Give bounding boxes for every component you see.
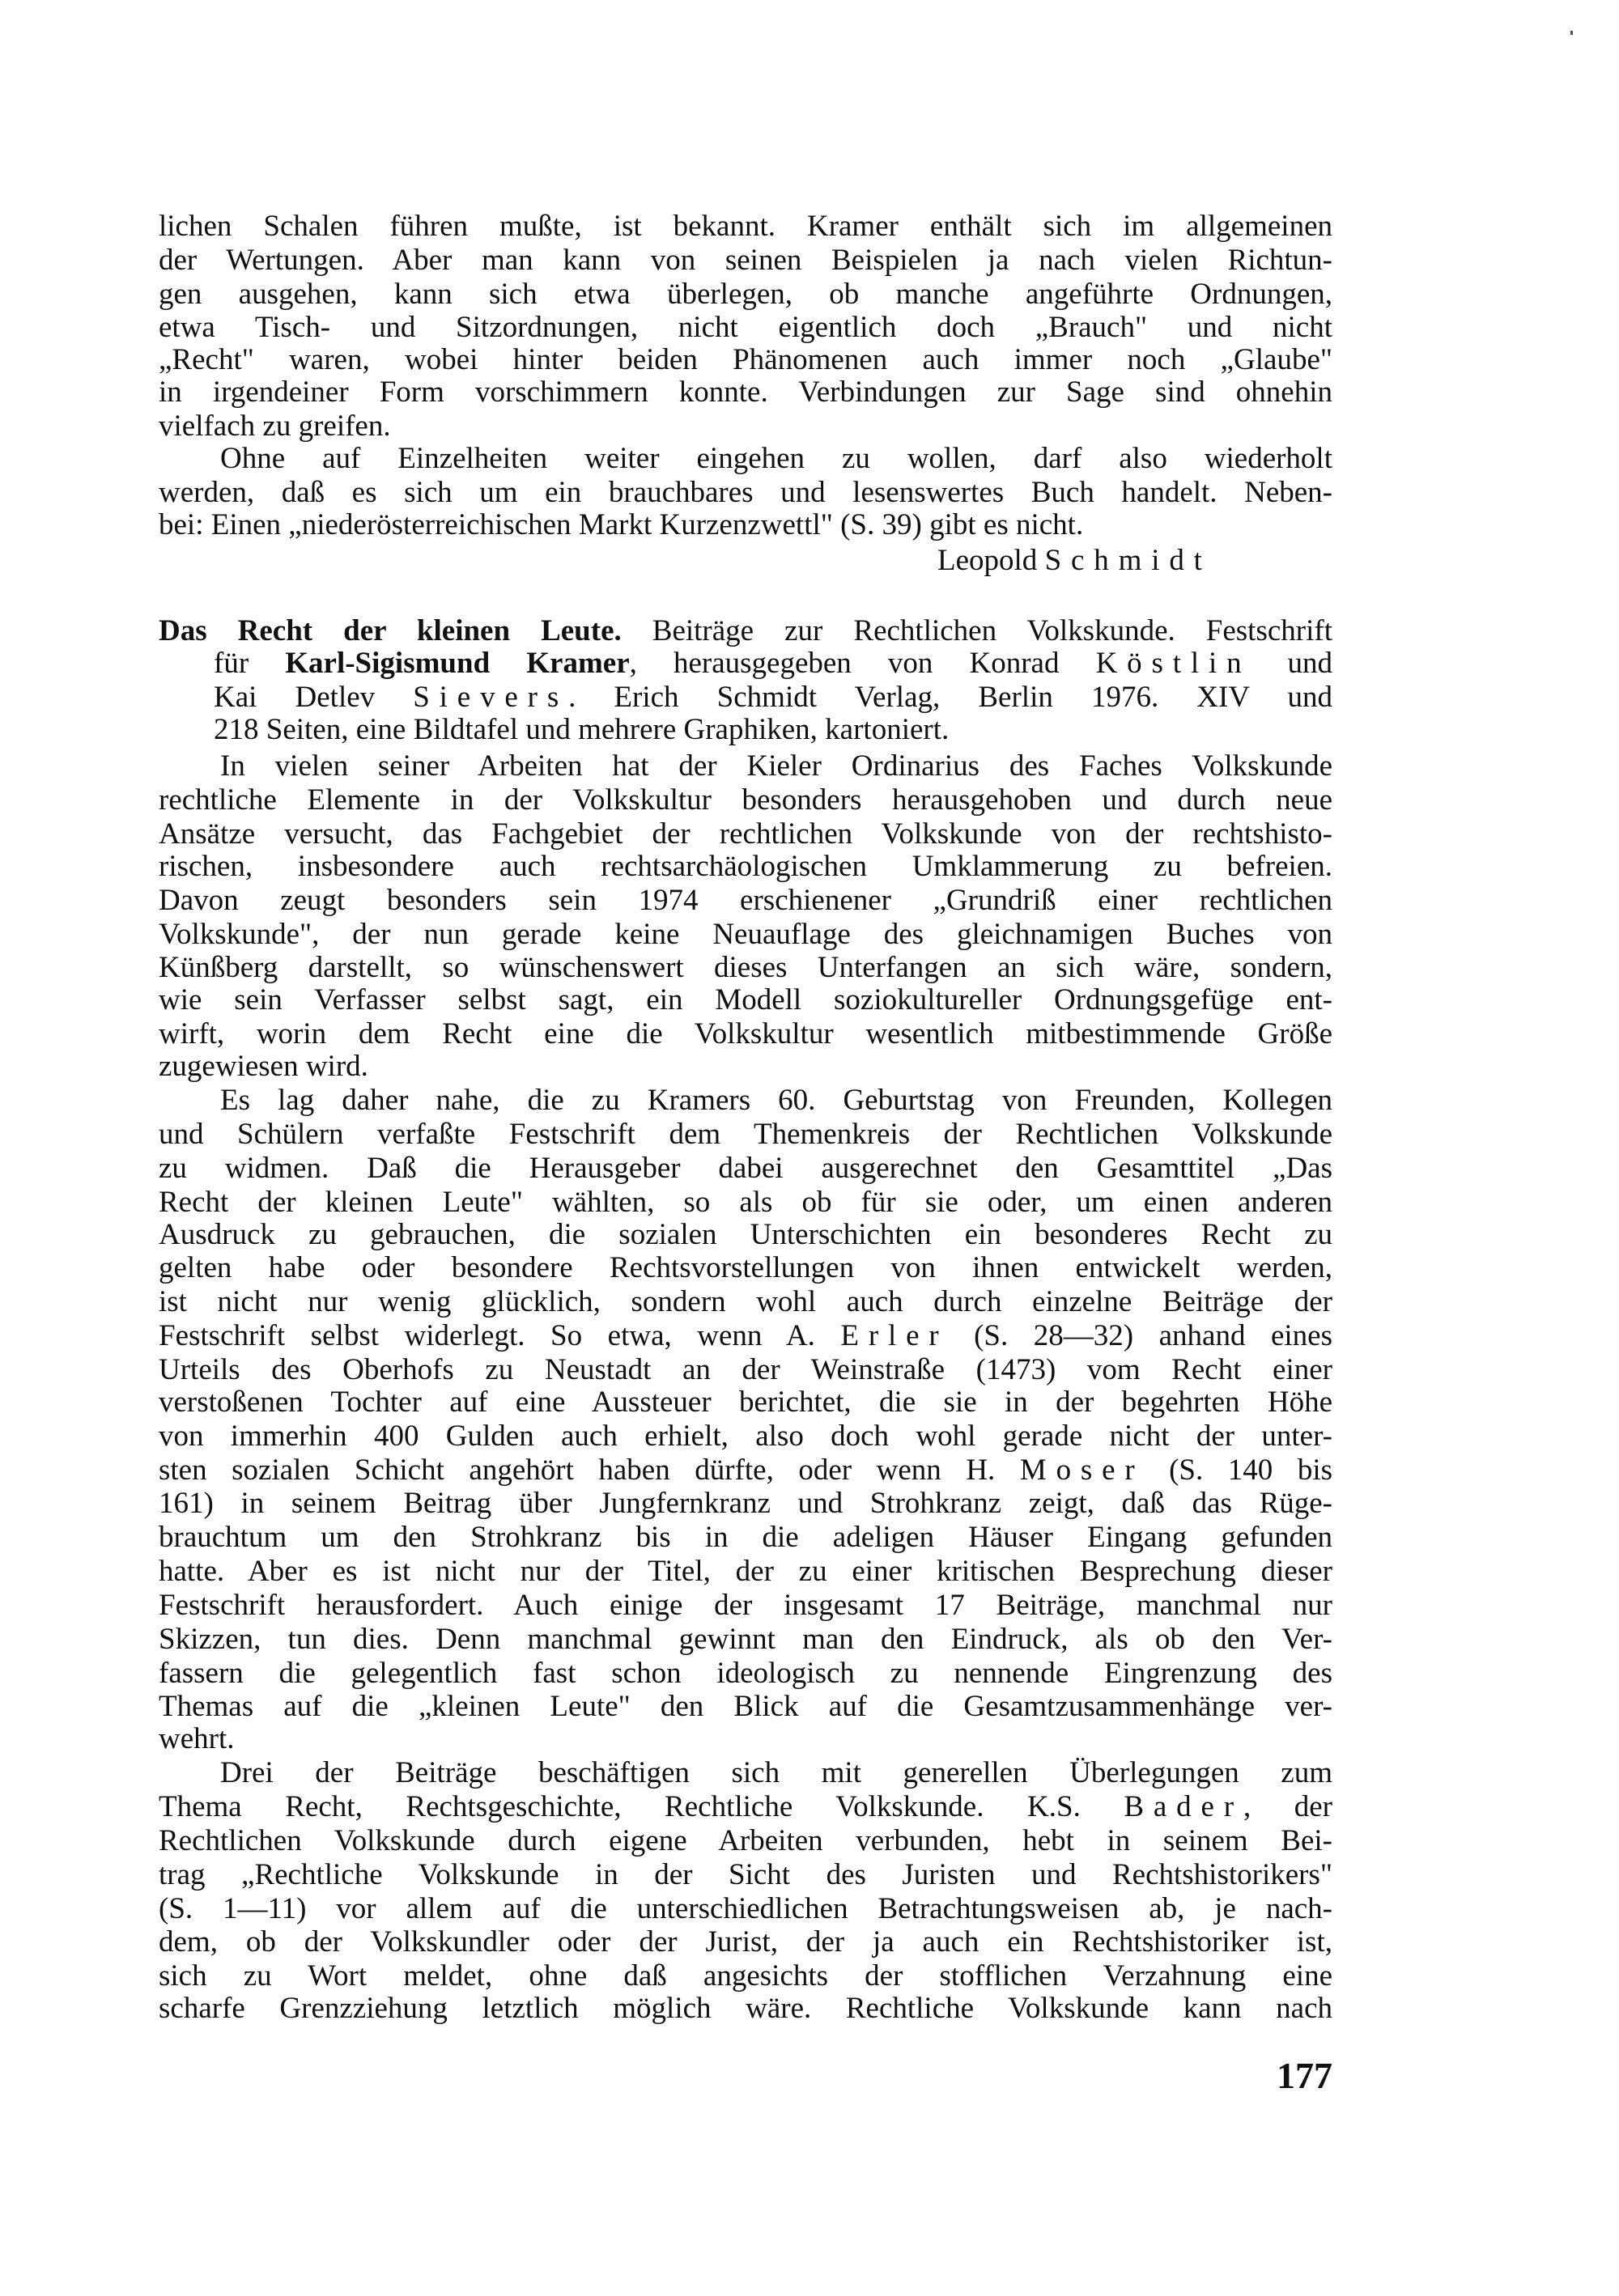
text-segment: Beiträge zur Rechtlichen Volkskunde. Festschrift bbox=[621, 613, 1332, 647]
text-line bbox=[220, 1755, 1332, 1791]
text-line bbox=[159, 277, 1332, 312]
text-line bbox=[159, 1588, 1332, 1623]
text-line bbox=[159, 1622, 1332, 1657]
scan-speck bbox=[1570, 31, 1573, 35]
text-line bbox=[159, 1419, 1332, 1454]
text-segment: wehrt. bbox=[159, 1722, 235, 1756]
review-signature bbox=[937, 543, 1212, 579]
text-segment: Ansätze versucht, das Fachgebiet der rechtlichen Volkskunde von der rechtshisto- bbox=[159, 817, 1332, 851]
text-segment: werden, daß es sich um ein brauchbares und lesenswertes Buch handelt. Neben- bbox=[159, 476, 1332, 510]
text-segment: verstoßenen Tochter auf eine Aussteuer berichtet, die sie in der begehrten Höhe bbox=[159, 1385, 1332, 1419]
text-segment: Es lag daher nahe, die zu Kramers 60. Geburtstag von Freunden, Kollegen bbox=[220, 1084, 1332, 1118]
text-segment: brauchtum um den Strohkranz bis in die adeligen Häuser Eingang gefunden bbox=[159, 1521, 1332, 1555]
text-line bbox=[159, 1656, 1332, 1691]
text-line bbox=[159, 1991, 1332, 2027]
text-segment: gen ausgehen, kann sich etwa überlegen, ob manche angeführte Ordnungen, bbox=[159, 277, 1332, 311]
text-line bbox=[159, 375, 1332, 410]
text-line bbox=[159, 1151, 1332, 1186]
text-line bbox=[159, 1823, 1332, 1859]
spaced-name: Moser bbox=[1019, 1453, 1145, 1487]
text-line bbox=[214, 712, 1332, 748]
spaced-name: Bader bbox=[1124, 1790, 1243, 1824]
text-segment: Drei der Beiträge beschäftigen sich mit generellen Überlegungen zum bbox=[220, 1756, 1332, 1790]
text-segment: zu widmen. Daß die Herausgeber dabei ausgerechnet den Gesamttitel „Das bbox=[159, 1151, 1332, 1185]
text-line bbox=[159, 1318, 1332, 1354]
text-line bbox=[159, 883, 1332, 919]
text-segment: lichen Schalen führen mußte, ist bekannt. Kramer enthält sich im allgemeinen bbox=[159, 209, 1332, 243]
text-line bbox=[159, 1049, 1332, 1084]
text-segment: von immerhin 400 Gulden auch erhielt, also doch wohl gerade nicht der unter- bbox=[159, 1419, 1332, 1453]
text-segment: fassern die gelegentlich fast schon ideologisch zu nennende Eingrenzung des bbox=[159, 1656, 1332, 1690]
text-line bbox=[220, 749, 1332, 784]
text-segment: rischen, insbesondere auch rechtsarchäologischen Umklammerung zu befreien. bbox=[159, 849, 1332, 883]
text-line bbox=[159, 1689, 1332, 1725]
text-segment: dem, ob der Volkskundler oder der Jurist, der ja auch ein Rechtshistoriker ist, bbox=[159, 1925, 1332, 1959]
text-segment: . Erich Schmidt Verlag, Berlin 1976. XIV und bbox=[568, 680, 1333, 714]
text-line bbox=[159, 310, 1332, 346]
spaced-name: Erler bbox=[840, 1319, 949, 1353]
text-line bbox=[159, 1891, 1332, 1927]
text-segment: „Recht" waren, wobei hinter beiden Phänomenen auch immer noch „Glaube" bbox=[159, 343, 1332, 377]
text-line bbox=[159, 409, 1332, 444]
text-segment: Festschrift selbst widerlegt. So etwa, wenn A. bbox=[159, 1319, 841, 1353]
text-line bbox=[159, 1453, 1332, 1488]
text-segment: bei: Einen „niederösterreichischen Markt Kurzenzwettl" (S. 39) gibt es nicht. bbox=[159, 508, 1084, 542]
text-line bbox=[159, 1217, 1332, 1253]
text-line bbox=[159, 950, 1332, 986]
text-segment: Ausdruck zu gebrauchen, die sozialen Unterschichten ein besonderes Recht zu bbox=[159, 1217, 1332, 1251]
text-line bbox=[159, 507, 1332, 543]
spaced-name: Sievers bbox=[413, 680, 569, 714]
text-segment: (S. 140 bis bbox=[1144, 1453, 1332, 1487]
text-segment: rechtliche Elemente in der Volkskultur besonders herausgehoben und durch neue bbox=[159, 783, 1332, 817]
text-segment: Volkskunde", der nun gerade keine Neuauflage des gleichnamigen Buches von bbox=[159, 917, 1332, 951]
text-segment: Festschrift herausfordert. Auch einige der insgesamt 17 Beiträge, manchmal nur bbox=[159, 1588, 1332, 1622]
text-segment: in irgendeiner Form vorschimmern konnte. Verbindungen zur Sage sind ohnehin bbox=[159, 376, 1332, 410]
text-line bbox=[159, 1486, 1332, 1521]
text-line bbox=[159, 1284, 1332, 1320]
text-segment: Themas auf die „kleinen Leute" den Blick auf die Gesamtzusammenhänge ver- bbox=[159, 1690, 1332, 1724]
text-segment: scharfe Grenzziehung letztlich möglich wäre. Rechtliche Volkskunde kann nach bbox=[159, 1992, 1332, 2026]
spaced-name: Köstlin bbox=[1095, 647, 1251, 680]
text-line bbox=[159, 1185, 1332, 1220]
text-line bbox=[159, 475, 1332, 511]
text-segment: (S. 1—11) vor allem auf die unterschiedlichen Betrachtungsweisen ab, je nach- bbox=[159, 1891, 1332, 1925]
text-line bbox=[159, 849, 1332, 885]
text-line bbox=[159, 342, 1332, 378]
text-segment: In vielen seiner Arbeiten hat der Kieler Ordinarius des Faches Volkskunde bbox=[220, 749, 1332, 783]
text-line bbox=[159, 1352, 1332, 1388]
text-line bbox=[159, 1789, 1332, 1825]
text-line bbox=[159, 1554, 1332, 1589]
text-segment: Recht der kleinen Leute" wählten, so als ob für sie oder, um einen anderen bbox=[159, 1185, 1332, 1219]
text-segment: , herausgegeben von Konrad bbox=[629, 647, 1096, 680]
page-number: 177 bbox=[1277, 2055, 1332, 2096]
text-segment: Rechtlichen Volkskunde durch eigene Arbeiten verbunden, hebt in seinem Bei- bbox=[159, 1823, 1332, 1857]
text-segment: Kai Detlev bbox=[214, 680, 414, 714]
text-line bbox=[214, 646, 1332, 681]
text-line bbox=[159, 817, 1332, 852]
bold-text: Karl-Sigismund Kramer bbox=[285, 647, 630, 680]
text-segment: Skizzen, tun dies. Denn manchmal gewinnt man den Eindruck, als ob den Ver- bbox=[159, 1622, 1332, 1656]
text-line bbox=[159, 917, 1332, 953]
text-line bbox=[159, 1385, 1332, 1420]
text-line bbox=[159, 1721, 1332, 1757]
text-line bbox=[159, 1520, 1332, 1555]
text-line bbox=[159, 1250, 1332, 1286]
text-segment: vielfach zu greifen. bbox=[159, 410, 391, 443]
text-line bbox=[220, 1083, 1332, 1118]
text-segment: und Schülern verfaßte Festschrift dem Themenkreis der Rechtlichen Volkskunde bbox=[159, 1117, 1332, 1151]
text-line bbox=[159, 982, 1332, 1018]
text-segment: 161) in seinem Beitrag über Jungfernkranz und Strohkranz zeigt, daß das Rüge- bbox=[159, 1487, 1332, 1521]
text-line bbox=[159, 783, 1332, 818]
text-segment: wie sein Verfasser selbst sagt, ein Modell soziokultureller Ordnungsgefüge ent- bbox=[159, 983, 1332, 1017]
text-segment: und bbox=[1251, 647, 1333, 680]
text-segment: für bbox=[214, 647, 286, 680]
text-segment: sich zu Wort meldet, ohne daß angesichts der stofflichen Verzahnung eine bbox=[159, 1959, 1332, 1993]
text-line bbox=[214, 680, 1332, 715]
text-line bbox=[159, 1016, 1332, 1052]
text-segment: hatte. Aber es ist nicht nur der Titel, der zu einer kritischen Besprechung dieser bbox=[159, 1555, 1332, 1589]
text-segment: (S. 28—32) anhand eines bbox=[948, 1319, 1332, 1353]
text-line bbox=[159, 1925, 1332, 1960]
bold-text: Das Recht der kleinen Leute. bbox=[159, 613, 622, 647]
text-segment: der Wertungen. Aber man kann von seinen Beispielen ja nach vielen Richtun- bbox=[159, 243, 1332, 277]
text-line bbox=[159, 1959, 1332, 1994]
text-segment: trag „Rechtliche Volkskunde in der Sicht des Juristen und Rechtshistorikers" bbox=[159, 1857, 1332, 1891]
text-line bbox=[159, 243, 1332, 278]
text-line bbox=[159, 209, 1332, 244]
text-segment: Ohne auf Einzelheiten weiter eingehen zu wollen, darf also wiederholt bbox=[220, 442, 1332, 476]
text-line bbox=[159, 1117, 1332, 1152]
book-citation-title bbox=[159, 613, 1332, 649]
text-segment: Urteils des Oberhofs zu Neustadt an der Weinstraße (1473) vom Recht einer bbox=[159, 1352, 1332, 1386]
text-segment: Thema Recht, Rechtsgeschichte, Rechtliche Volkskunde. K.S. bbox=[159, 1790, 1124, 1824]
text-segment: sten sozialen Schicht angehört haben dürfte, oder wenn H. bbox=[159, 1453, 1020, 1487]
text-segment: gelten habe oder besondere Rechtsvorstellungen von ihnen entwickelt werden, bbox=[159, 1251, 1332, 1285]
text-segment: , der bbox=[1243, 1790, 1332, 1824]
text-segment: ist nicht nur wenig glücklich, sondern wohl auch durch einzelne Beiträge der bbox=[159, 1285, 1332, 1319]
text-line bbox=[159, 1857, 1332, 1893]
text-segment: zugewiesen wird. bbox=[159, 1050, 368, 1084]
text-segment: 218 Seiten, eine Bildtafel und mehrere Graphiken, kartoniert. bbox=[214, 712, 950, 746]
text-segment: Künßberg darstellt, so wünschenswert dieses Unterfangen an sich wäre, sondern, bbox=[159, 951, 1332, 985]
text-segment: Davon zeugt besonders sein 1974 erschienener „Grundriß einer rechtlichen bbox=[159, 883, 1332, 917]
text-segment: wirft, worin dem Recht eine die Volkskultur wesentlich mitbestimmende Größe bbox=[159, 1017, 1332, 1051]
spaced-name: Schmidt bbox=[1044, 543, 1212, 577]
text-segment: etwa Tisch- und Sitzordnungen, nicht eigentlich doch „Brauch" und nicht bbox=[159, 311, 1332, 345]
text-segment: Leopold bbox=[937, 543, 1045, 577]
text-line bbox=[220, 441, 1332, 477]
